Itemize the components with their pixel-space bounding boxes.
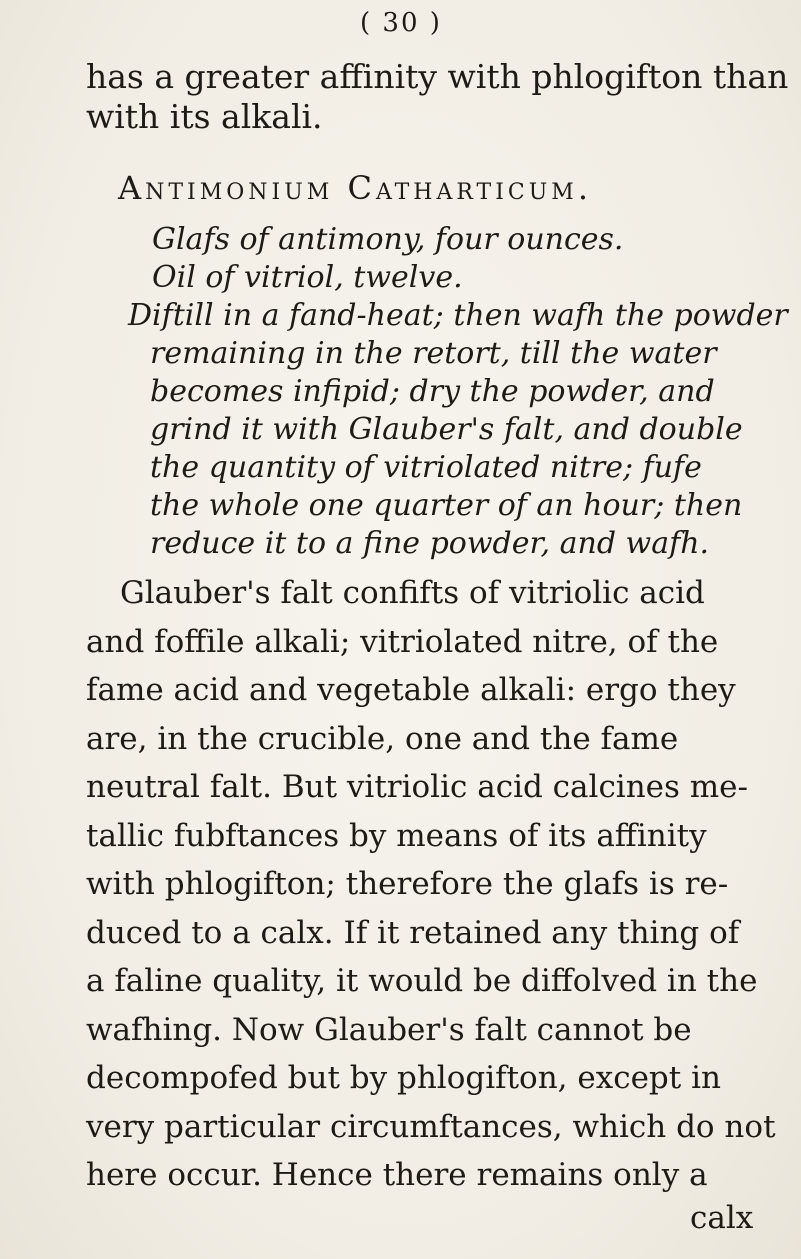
- intro-line-2: with its alkali.: [86, 97, 323, 136]
- recipe-line-1: Glafs of antimony, four ounces.: [152, 222, 624, 257]
- recipe-line-7: the quantity of vitriolated nitre; fufe: [150, 450, 702, 485]
- body-line-1: Glauber's falt confifts of vitriolic acid: [120, 575, 705, 611]
- body-line-7: with phlogifton; therefore the glafs is re-: [86, 866, 729, 902]
- body-line-3: fame acid and vegetable alkali: ergo they: [86, 672, 736, 708]
- recipe-line-8: the whole one quarter of an hour; then: [150, 488, 743, 523]
- body-line-2: and foffile alkali; vitriolated nitre, of the: [86, 623, 719, 660]
- recipe-line-3: Diftill in a fand-heat; then wafh the powder: [128, 298, 788, 333]
- page-number: ( 30 ): [360, 8, 442, 38]
- recipe-line-2: Oil of vitriol, twelve.: [152, 260, 463, 295]
- body-line-11: decompofed but by phlogifton, except in: [86, 1060, 721, 1096]
- body-line-12: very particular circumftances, which do not: [86, 1108, 776, 1145]
- recipe-line-5: becomes infipid; dry the powder, and: [150, 374, 715, 409]
- section-heading: Antimonium Catharticum.: [118, 169, 592, 207]
- body-line-6: tallic fubftances by means of its affinity: [86, 817, 707, 854]
- body-line-5: neutral falt. But vitriolic acid calcines me-: [86, 769, 749, 805]
- body-line-4: are, in the crucible, one and the fame: [86, 720, 679, 757]
- recipe-line-9: reduce it to a fine powder, and wafh.: [150, 526, 710, 561]
- body-line-13: here occur. Hence there remains only a: [86, 1157, 708, 1193]
- body-line-9: a faline quality, it would be diffolved in the: [86, 963, 758, 999]
- catchword: calx: [690, 1199, 754, 1236]
- intro-line-1: has a greater affinity with phlogifton than: [86, 57, 789, 96]
- recipe-line-4: remaining in the retort, till the water: [150, 336, 717, 371]
- body-line-10: wafhing. Now Glauber's falt cannot be: [86, 1011, 692, 1048]
- body-line-8: duced to a calx. If it retained any thing of: [86, 914, 740, 951]
- recipe-line-6: grind it with Glauber's falt, and double: [150, 412, 743, 447]
